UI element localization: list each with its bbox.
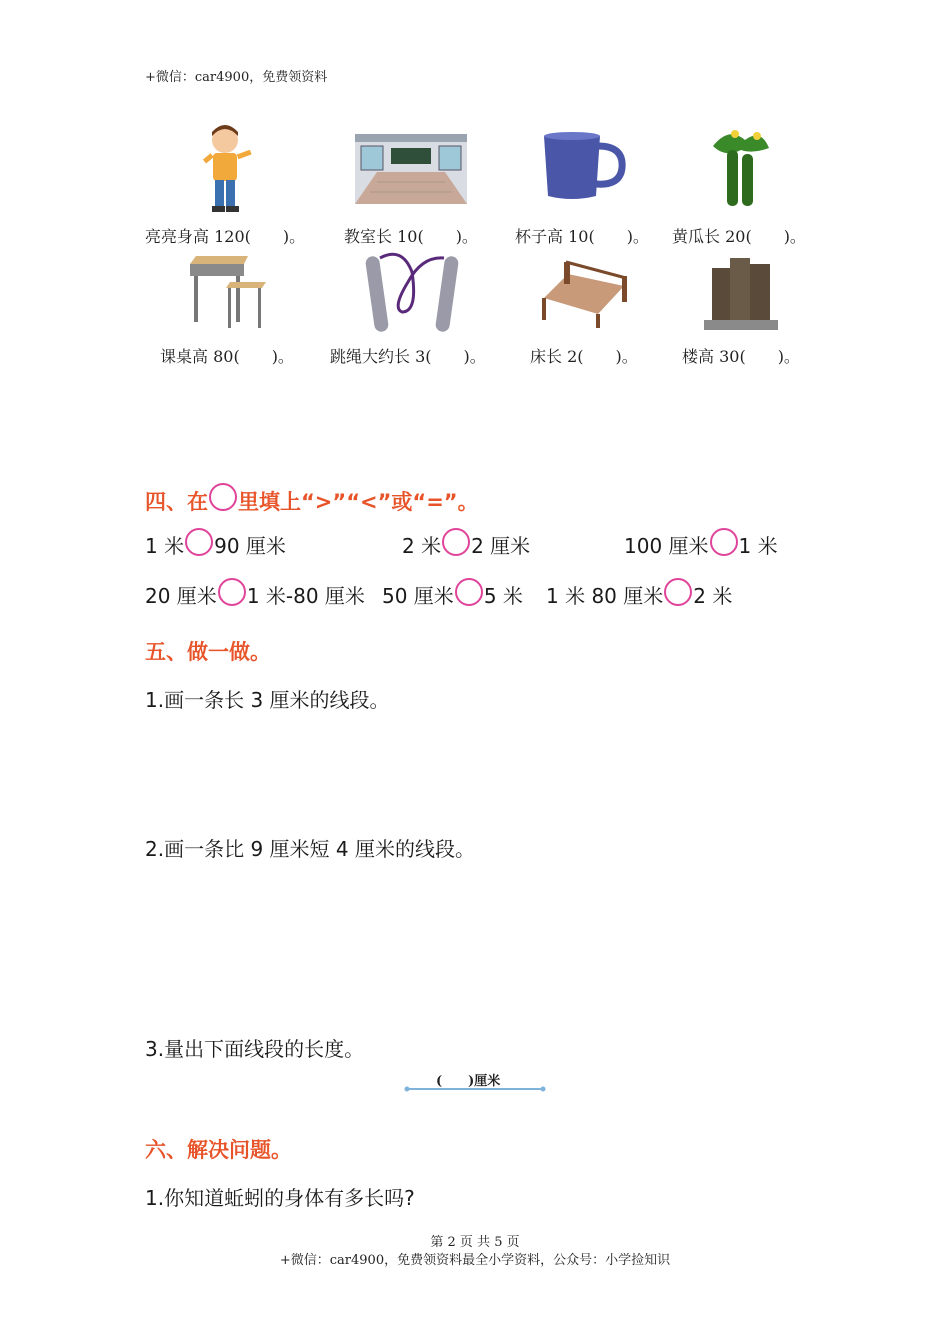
problem-1: 1.你知道蚯蚓的身体有多长吗?	[145, 1186, 415, 1210]
desk-icon	[186, 252, 268, 332]
compare-blank[interactable]	[664, 578, 692, 606]
caption-height-boy: 亮亮身高 120( )。	[145, 227, 306, 246]
compare-circle-icon	[209, 483, 237, 511]
header-note: +微信：car4900，免费领资料	[145, 70, 328, 85]
compare-blank[interactable]	[455, 578, 483, 606]
compare-item: 2 米 2 厘米	[402, 530, 530, 562]
section5-title: 五、做一做。	[145, 640, 271, 664]
compare-item: 50 厘米 5 米	[382, 580, 523, 612]
section4-title-post: 里填上“>”“<”或“=”。	[238, 490, 479, 514]
classroom-icon	[355, 134, 467, 204]
caption-desk: 课桌高 80( )。	[160, 347, 294, 366]
compare-item: 1 米 80 厘米 2 米	[546, 580, 732, 612]
caption-cup: 杯子高 10( )。	[515, 227, 649, 246]
footer-note: +微信：car4900，免费领资料最全小学资料，公众号：小学捡知识	[279, 1253, 671, 1268]
jump-rope-icon	[362, 252, 462, 336]
line-segment	[402, 1082, 548, 1096]
caption-jump-rope: 跳绳大约长 3( )。	[330, 347, 486, 366]
compare-blank[interactable]	[442, 528, 470, 556]
compare-blank[interactable]	[185, 528, 213, 556]
bed-icon	[538, 258, 628, 328]
section4-title	[145, 486, 479, 517]
caption-building: 楼高 30( )。	[682, 347, 800, 366]
measure-answer-label: ( )厘米	[436, 1074, 501, 1089]
cucumber-icon	[705, 126, 773, 210]
boy-icon	[195, 122, 255, 214]
section4-title-pre: 四、在	[145, 490, 208, 514]
section6-title: 六、解决问题。	[145, 1138, 292, 1162]
question-1: 1.画一条长 3 厘米的线段。	[145, 688, 390, 712]
building-icon	[704, 254, 778, 330]
question-3: 3.量出下面线段的长度。	[145, 1037, 365, 1061]
caption-cucumber: 黄瓜长 20( )。	[672, 227, 806, 246]
caption-bed: 床长 2( )。	[530, 347, 638, 366]
page-number: 第 2 页 共 5 页	[430, 1235, 520, 1250]
compare-blank[interactable]	[710, 528, 738, 556]
compare-item: 100 厘米 1 米	[624, 530, 778, 562]
caption-classroom: 教室长 10( )。	[344, 227, 478, 246]
compare-blank[interactable]	[218, 578, 246, 606]
compare-item: 20 厘米 1 米-80 厘米	[145, 580, 365, 612]
question-2: 2.画一条比 9 厘米短 4 厘米的线段。	[145, 837, 475, 861]
cup-icon	[540, 130, 626, 202]
compare-item: 1 米 90 厘米	[145, 530, 286, 562]
